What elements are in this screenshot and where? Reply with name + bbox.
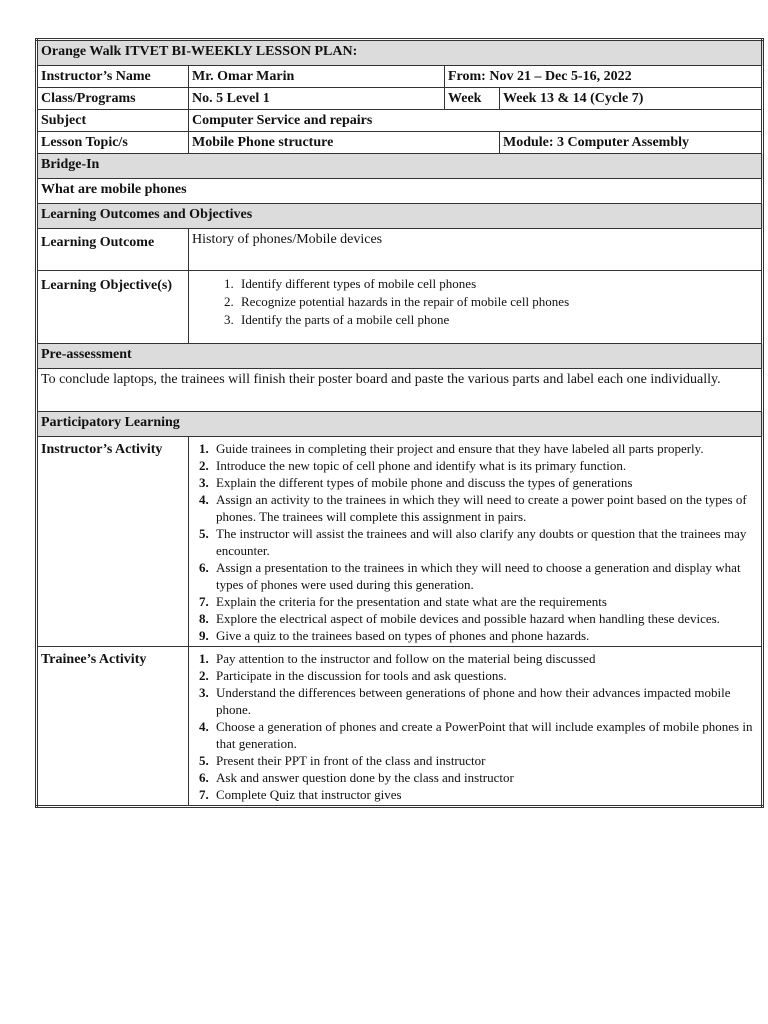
- bridge-heading: Bridge-In: [37, 154, 763, 179]
- lesson-plan-table: [35, 38, 764, 808]
- instructor-activity-label: Instructor’s Activity: [37, 437, 189, 647]
- week-label: Week: [445, 88, 500, 110]
- participatory-heading-row: [37, 412, 763, 437]
- trainee-activity-list: [192, 650, 758, 803]
- list-item: 4. Choose a generation of phones and create a PowerPoint that will include examples of mobile phones in that generation.: [212, 718, 758, 752]
- list-item: 9. Give a quiz to the trainees based on types of phones and phone hazards.: [212, 627, 758, 644]
- class-row: [37, 88, 763, 110]
- list-item: 7. Complete Quiz that instructor gives: [212, 786, 758, 803]
- list-item: 3. Identify the parts of a mobile cell phone: [237, 311, 758, 329]
- instructor-activity-list: [192, 440, 758, 644]
- list-item: 3. Understand the differences between generations of phone and how their advances impacted mobile phone.: [212, 684, 758, 718]
- bridge-heading-row: [37, 154, 763, 179]
- learning-objectives-list: [192, 275, 758, 329]
- bridge-text: What are mobile phones: [37, 179, 763, 204]
- subject-value: Computer Service and repairs: [189, 110, 763, 132]
- learning-objectives-row: [37, 271, 763, 344]
- subject-label: Subject: [37, 110, 189, 132]
- class-label: Class/Programs: [37, 88, 189, 110]
- instructor-label: Instructor’s Name: [37, 66, 189, 88]
- participatory-heading: Participatory Learning: [37, 412, 763, 437]
- preassessment-text-row: [37, 369, 763, 412]
- plan-title: Orange Walk ITVET BI-WEEKLY LESSON PLAN:: [37, 40, 763, 66]
- topic-value: Mobile Phone structure: [189, 132, 500, 154]
- learning-objectives-label: Learning Objective(s): [37, 271, 189, 344]
- list-item: 6. Assign a presentation to the trainees in which they will need to choose a generation and display what types of phones were used during this generation.: [212, 559, 758, 593]
- list-item: 1. Guide trainees in completing their project and ensure that they have labeled all parts properly.: [212, 440, 758, 457]
- list-item: 2. Introduce the new topic of cell phone and identify what is its primary function.: [212, 457, 758, 474]
- list-item: 4. Assign an activity to the trainees in which they will need to create a power point based on the types of phones. The trainees will complete this assignment in pairs.: [212, 491, 758, 525]
- learning-outcome-value: History of phones/Mobile devices: [189, 229, 763, 271]
- learning-outcome-label: Learning Outcome: [37, 229, 189, 271]
- trainee-activity-label: Trainee’s Activity: [37, 647, 189, 807]
- list-item: 7. Explain the criteria for the presentation and state what are the requirements: [212, 593, 758, 610]
- instructor-activity-row: [37, 437, 763, 647]
- topic-label: Lesson Topic/s: [37, 132, 189, 154]
- list-item: 1. Pay attention to the instructor and follow on the material being discussed: [212, 650, 758, 667]
- instructor-row: [37, 66, 763, 88]
- title-row: [37, 40, 763, 66]
- list-item: 2. Participate in the discussion for tools and ask questions.: [212, 667, 758, 684]
- list-item: 3. Explain the different types of mobile phone and discuss the types of generations: [212, 474, 758, 491]
- preassessment-heading: Pre-assessment: [37, 344, 763, 369]
- date-range: From: Nov 21 – Dec 5-16, 2022: [445, 66, 763, 88]
- topic-row: [37, 132, 763, 154]
- list-item: 6. Ask and answer question done by the class and instructor: [212, 769, 758, 786]
- subject-row: [37, 110, 763, 132]
- week-value: Week 13 & 14 (Cycle 7): [500, 88, 763, 110]
- class-value: No. 5 Level 1: [189, 88, 445, 110]
- module-value: Module: 3 Computer Assembly: [500, 132, 763, 154]
- trainee-activity-row: [37, 647, 763, 807]
- list-item: 5. The instructor will assist the trainees and will also clarify any doubts or question that the trainees may encounter.: [212, 525, 758, 559]
- list-item: 2. Recognize potential hazards in the repair of mobile cell phones: [237, 293, 758, 311]
- list-item: 8. Explore the electrical aspect of mobile devices and possible hazard when handling these devices.: [212, 610, 758, 627]
- instructor-value: Mr. Omar Marin: [189, 66, 445, 88]
- preassessment-text: To conclude laptops, the trainees will finish their poster board and paste the various parts and label each one individually.: [37, 369, 763, 412]
- list-item: 1. Identify different types of mobile cell phones: [237, 275, 758, 293]
- list-item: 5. Present their PPT in front of the class and instructor: [212, 752, 758, 769]
- bridge-text-row: [37, 179, 763, 204]
- outcomes-heading: Learning Outcomes and Objectives: [37, 204, 763, 229]
- learning-outcome-row: [37, 229, 763, 271]
- preassessment-heading-row: [37, 344, 763, 369]
- lesson-plan-document: [35, 38, 762, 808]
- outcomes-heading-row: [37, 204, 763, 229]
